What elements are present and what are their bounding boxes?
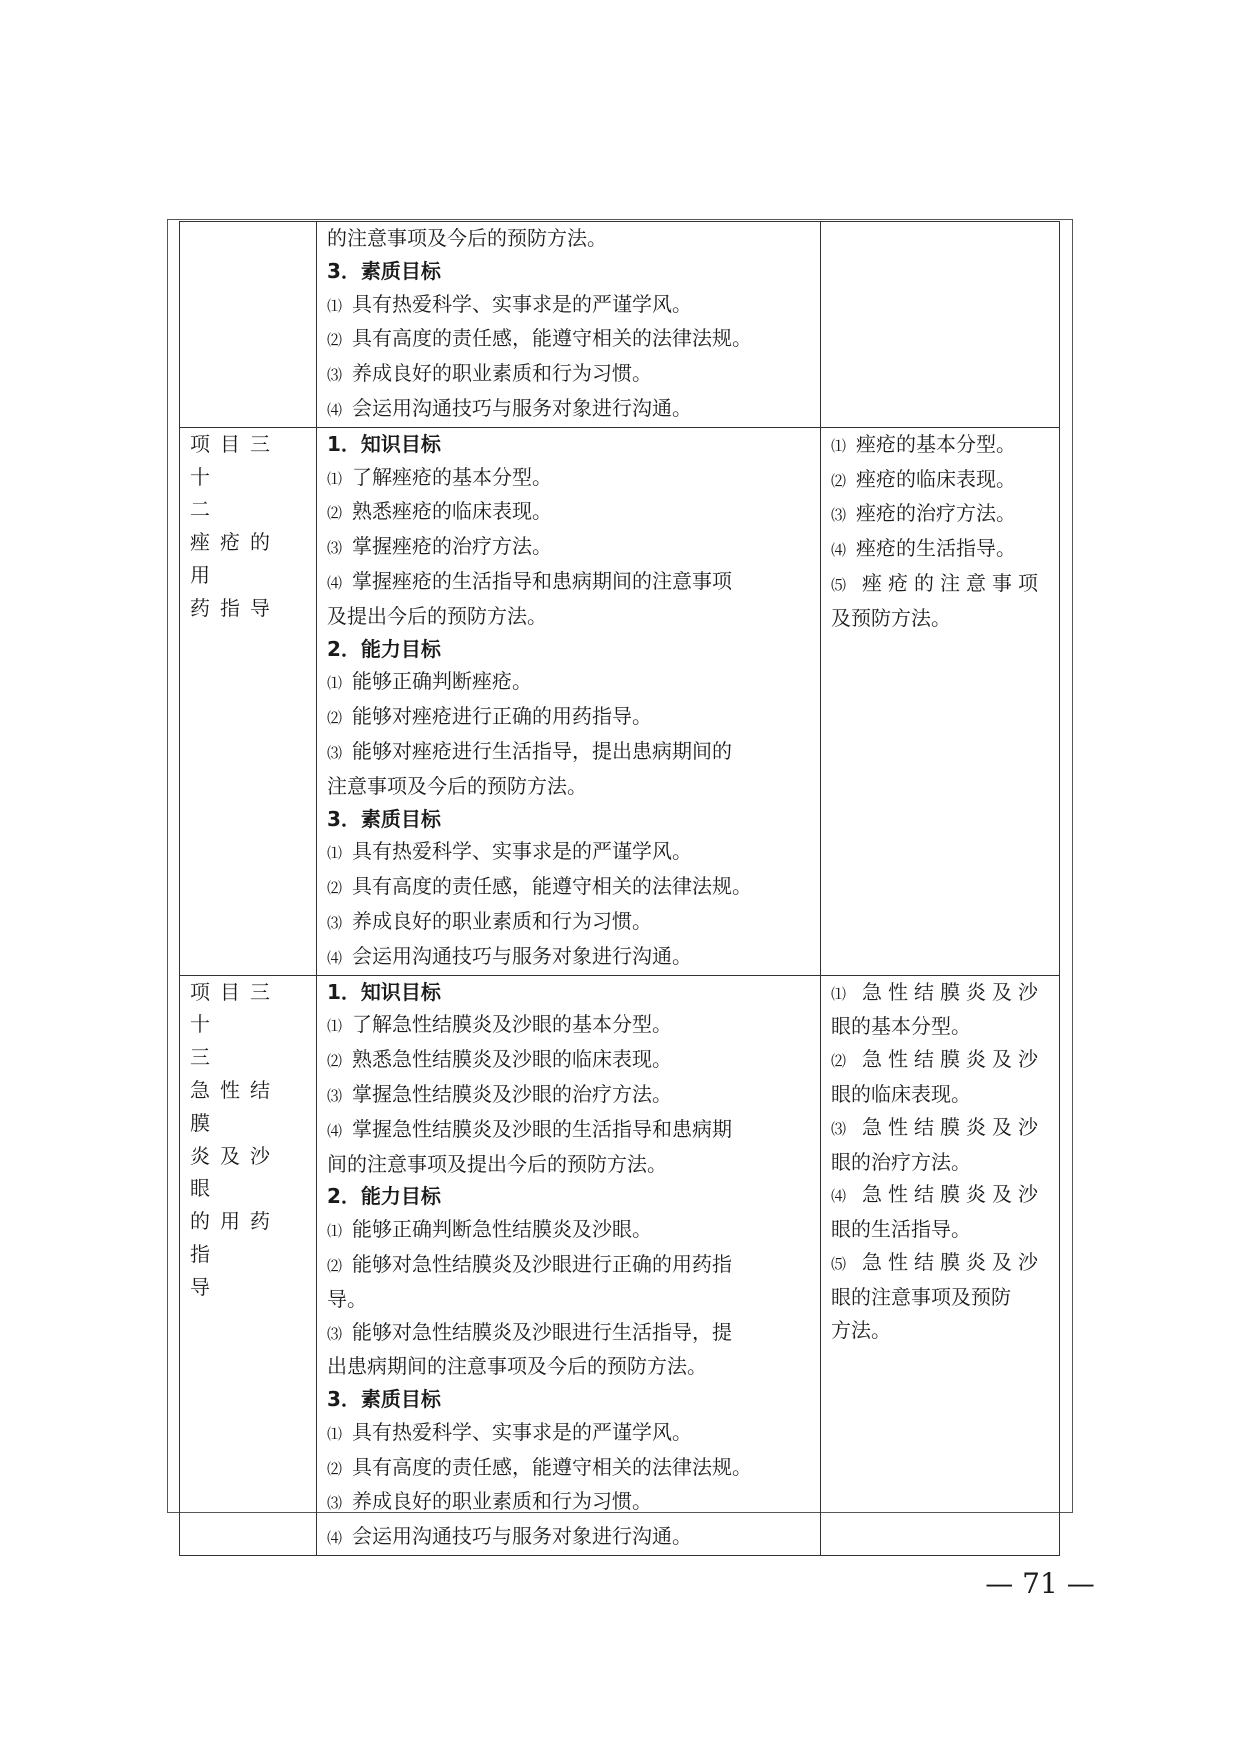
- item-number: ⑸: [831, 575, 853, 594]
- text-line: 注意事项及今后的预防方法。: [327, 773, 587, 798]
- item-text: 会运用沟通技巧与服务对象进行沟通。: [352, 395, 693, 420]
- list-item: [327, 1416, 812, 1451]
- project-title-line: 导: [190, 1274, 210, 1299]
- item-number: ⑶: [831, 506, 847, 525]
- item-text: 急性结膜炎及沙: [862, 1047, 1045, 1072]
- content-cell: [821, 427, 1060, 975]
- item-number: ⑵: [327, 331, 343, 350]
- list-item: [831, 1246, 1051, 1281]
- objectives-cell: [317, 222, 821, 428]
- project-title-line: 三: [190, 1045, 210, 1070]
- item-text: 能够正确判断急性结膜炎及沙眼。: [352, 1217, 653, 1242]
- text-line: 出患病期间的注意事项及今后的预防方法。: [327, 1354, 707, 1379]
- list-item: [327, 1213, 812, 1248]
- item-text: 具有热爱科学、实事求是的严谨学风。: [352, 839, 693, 864]
- item-text: 痤疮的临床表现。: [856, 466, 1017, 491]
- list-item: [327, 665, 812, 700]
- project-title-line: 急性结膜: [190, 1077, 280, 1135]
- item-number: ⑶: [327, 539, 343, 558]
- project-cell: [180, 222, 317, 428]
- objectives-cell: [317, 975, 821, 1556]
- item-text: 养成良好的职业素质和行为习惯。: [352, 908, 653, 933]
- item-number: ⑷: [831, 1187, 853, 1206]
- item-text: 急性结膜炎及沙: [862, 1182, 1045, 1207]
- project-title-line: 项目三十: [190, 979, 280, 1037]
- curriculum-table: [179, 221, 1060, 1556]
- item-text: 具有高度的责任感，能遵守相关的法律法规。: [352, 874, 753, 899]
- list-item: [831, 497, 1051, 532]
- list-item: [327, 1078, 812, 1113]
- item-text: 急性结膜炎及沙: [862, 1114, 1045, 1139]
- item-number: ⑴: [327, 469, 343, 488]
- section-heading: 2．能力目标: [327, 636, 441, 661]
- list-item: [831, 976, 1051, 1011]
- text-line: 间的注意事项及提出今后的预防方法。: [327, 1151, 667, 1176]
- item-text: 掌握痤疮的治疗方法。: [352, 534, 553, 559]
- list-item: [831, 532, 1051, 567]
- list-item: [831, 1178, 1051, 1213]
- project-title-line: 药指导: [190, 595, 280, 620]
- list-item: [327, 1451, 812, 1486]
- item-number: ⑶: [327, 913, 343, 932]
- item-text: 了解急性结膜炎及沙眼的基本分型。: [352, 1012, 673, 1037]
- text-line: 导。: [327, 1286, 367, 1311]
- item-number: ⑵: [327, 1256, 343, 1275]
- list-item: [327, 1113, 812, 1148]
- item-text: 掌握急性结膜炎及沙眼的治疗方法。: [352, 1081, 673, 1106]
- objectives-cell: [317, 427, 821, 975]
- project-title-line: 的用药指: [190, 1209, 280, 1266]
- text-line: 方法。: [831, 1317, 891, 1342]
- item-number: ⑷: [327, 573, 343, 592]
- section-heading: 3．素质目标: [327, 1387, 441, 1412]
- text-line: 眼的生活指导。: [831, 1217, 971, 1242]
- item-number: ⑴: [327, 1017, 343, 1036]
- item-number: ⑷: [327, 400, 343, 419]
- content-cell: [821, 975, 1060, 1556]
- item-number: ⑶: [831, 1119, 853, 1138]
- item-number: ⑴: [831, 436, 847, 455]
- item-text: 具有热爱科学、实事求是的严谨学风。: [352, 291, 693, 316]
- text-line: 及预防方法。: [831, 605, 951, 630]
- list-item: [327, 1248, 812, 1283]
- item-number: ⑷: [831, 541, 847, 560]
- list-item: [327, 392, 812, 427]
- list-item: [327, 1485, 812, 1520]
- section-heading: 3．素质目标: [327, 806, 441, 831]
- project-title-line: 痤疮的用: [190, 530, 280, 587]
- item-text: 具有高度的责任感，能遵守相关的法律法规。: [352, 1454, 753, 1479]
- list-item: [327, 565, 812, 600]
- item-text: 掌握痤疮的生活指导和患病期间的注意事项: [352, 568, 733, 593]
- item-text: 养成良好的职业素质和行为习惯。: [352, 1489, 653, 1514]
- table-row: [180, 427, 1060, 975]
- item-number: ⑵: [327, 709, 343, 728]
- list-item: [327, 700, 812, 735]
- item-text: 掌握急性结膜炎及沙眼的生活指导和患病期: [352, 1116, 733, 1141]
- item-text: 会运用沟通技巧与服务对象进行沟通。: [352, 943, 693, 968]
- item-number: ⑶: [327, 1086, 343, 1105]
- table-row: [180, 975, 1060, 1556]
- item-number: ⑵: [327, 879, 343, 898]
- list-item: [327, 1316, 812, 1351]
- item-text: 痤疮的基本分型。: [856, 431, 1017, 456]
- item-number: ⑴: [831, 984, 853, 1003]
- item-text: 会运用沟通技巧与服务对象进行沟通。: [352, 1524, 693, 1549]
- item-text: 能够正确判断痤疮。: [352, 669, 533, 694]
- item-number: ⑴: [327, 1222, 343, 1241]
- list-item: [327, 735, 812, 770]
- text-line: 及提出今后的预防方法。: [327, 603, 547, 628]
- project-title-line: 炎及沙眼: [190, 1143, 280, 1201]
- item-number: ⑵: [831, 1052, 853, 1071]
- item-text: 具有热爱科学、实事求是的严谨学风。: [352, 1419, 693, 1444]
- item-text: 养成良好的职业素质和行为习惯。: [352, 361, 653, 386]
- list-item: [327, 530, 812, 565]
- list-item: [327, 905, 812, 940]
- item-number: ⑶: [327, 1324, 343, 1343]
- project-cell: [180, 975, 317, 1556]
- text-line: 眼的基本分型。: [831, 1014, 971, 1039]
- item-text: 熟悉痤疮的临床表现。: [352, 499, 553, 524]
- item-number: ⑴: [327, 844, 343, 863]
- item-number: ⑷: [327, 1121, 343, 1140]
- item-text: 能够对痤疮进行正确的用药指导。: [352, 704, 653, 729]
- project-title-line: 项目三十: [190, 431, 280, 489]
- page-number: — 71 —: [985, 1567, 1095, 1600]
- item-number: ⑷: [327, 1529, 343, 1548]
- item-text: 痤疮的治疗方法。: [856, 501, 1017, 526]
- item-number: ⑶: [327, 1494, 343, 1513]
- item-number: ⑸: [831, 1254, 853, 1273]
- item-text: 急性结膜炎及沙: [862, 979, 1045, 1004]
- item-number: ⑶: [327, 366, 343, 385]
- list-item: [831, 428, 1051, 463]
- list-item: [831, 1043, 1051, 1078]
- section-heading: 1．知识目标: [327, 431, 441, 456]
- item-number: ⑴: [327, 1424, 343, 1443]
- list-item: [831, 1111, 1051, 1146]
- text-line: 眼的治疗方法。: [831, 1149, 971, 1174]
- section-heading: 3．素质目标: [327, 258, 441, 283]
- project-cell: [180, 427, 317, 975]
- content-cell: [821, 222, 1060, 428]
- item-text: 了解痤疮的基本分型。: [352, 464, 553, 489]
- item-text: 能够对急性结膜炎及沙眼进行生活指导，提: [352, 1319, 733, 1344]
- list-item: [327, 495, 812, 530]
- item-text: 熟悉急性结膜炎及沙眼的临床表现。: [352, 1047, 673, 1072]
- item-text: 具有高度的责任感，能遵守相关的法律法规。: [352, 326, 753, 351]
- item-number: ⑶: [327, 743, 343, 762]
- item-text: 痤疮的注意事项: [862, 570, 1045, 595]
- text-line: 的注意事项及今后的预防方法。: [327, 226, 607, 250]
- list-item: [327, 1043, 812, 1078]
- section-heading: 2．能力目标: [327, 1184, 441, 1209]
- item-number: ⑷: [327, 948, 343, 967]
- list-item: [327, 1008, 812, 1043]
- list-item: [327, 835, 812, 870]
- item-number: ⑵: [831, 471, 847, 490]
- item-text: 急性结膜炎及沙: [862, 1249, 1045, 1274]
- section-heading: 1．知识目标: [327, 979, 441, 1004]
- list-item: [327, 322, 812, 357]
- list-item: [327, 1520, 812, 1555]
- item-number: ⑴: [327, 296, 343, 315]
- list-item: [831, 463, 1051, 498]
- project-title-line: 二: [190, 497, 210, 522]
- list-item: [327, 461, 812, 496]
- text-line: 眼的临床表现。: [831, 1081, 971, 1106]
- item-number: ⑵: [327, 1052, 343, 1071]
- item-text: 能够对痤疮进行生活指导，提出患病期间的: [352, 738, 733, 763]
- table-row: [180, 222, 1060, 428]
- item-text: 能够对急性结膜炎及沙眼进行正确的用药指: [352, 1251, 733, 1276]
- item-number: ⑵: [327, 504, 343, 523]
- item-number: ⑵: [327, 1459, 343, 1478]
- list-item: [327, 870, 812, 905]
- list-item: [831, 567, 1051, 602]
- list-item: [327, 940, 812, 975]
- item-text: 痤疮的生活指导。: [856, 536, 1017, 561]
- list-item: [327, 288, 812, 323]
- list-item: [327, 357, 812, 392]
- item-number: ⑴: [327, 674, 343, 693]
- text-line: 眼的注意事项及预防: [831, 1284, 1011, 1309]
